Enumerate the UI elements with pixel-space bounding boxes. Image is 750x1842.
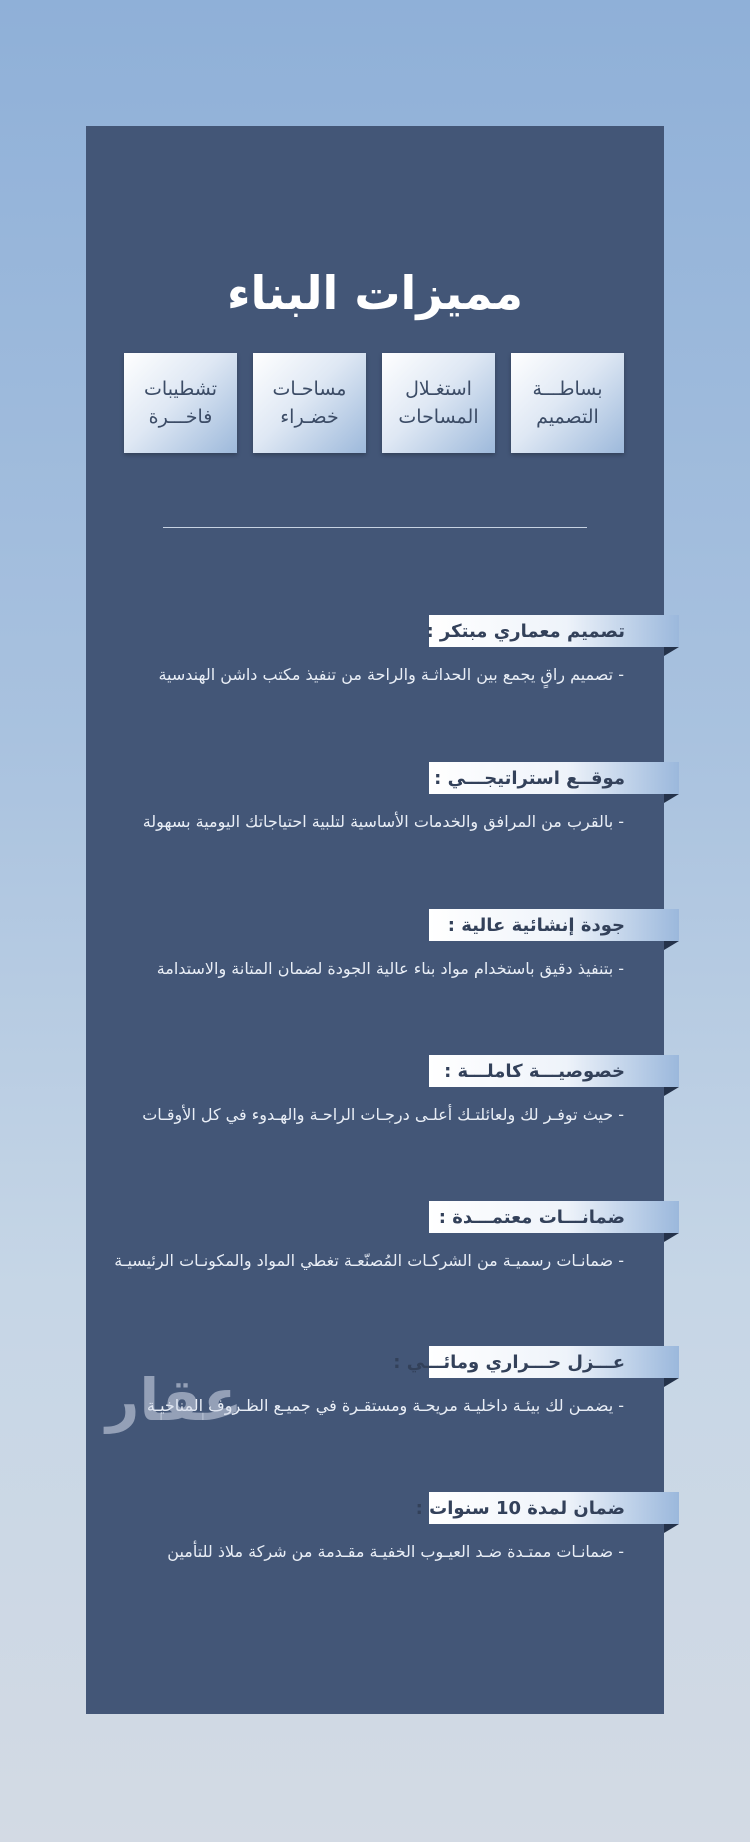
ribbon-fold bbox=[664, 1524, 679, 1533]
feature-ribbon bbox=[426, 615, 679, 647]
feature-heading: جودة إنشائية عالية : bbox=[447, 914, 625, 936]
feature-heading: ضمانـــات معتمـــدة : bbox=[438, 1206, 625, 1228]
feature-description: - يضمـن لك بيئـة داخليـة مريحـة ومستقـرة في جميـع الظـروف المناخيـة bbox=[146, 1396, 624, 1415]
feature-ribbon bbox=[415, 1492, 679, 1524]
feature-heading: عـــزل حـــراري ومائـــي : bbox=[393, 1351, 625, 1373]
tile-space-utilization bbox=[382, 353, 495, 453]
feature-heading: خصوصيـــة كاملـــة : bbox=[444, 1060, 625, 1082]
tile-simple-design bbox=[511, 353, 624, 453]
feature-heading: تصميم معماري مبتكر : bbox=[426, 620, 625, 642]
feature-tiles bbox=[124, 353, 624, 453]
ribbon-fold bbox=[664, 794, 679, 803]
feature-ribbon bbox=[429, 909, 679, 941]
feature-heading: موقــع استراتيجـــي : bbox=[434, 767, 625, 789]
ribbon-fold bbox=[664, 1378, 679, 1387]
feature-ribbon bbox=[429, 762, 679, 794]
feature-description: - بتنفيذ دقيق باستخدام مواد بناء عالية الجودة لضمان المتانة والاستدامة bbox=[156, 959, 624, 978]
page-title: مميزات البناء bbox=[226, 266, 524, 320]
feature-description: - تصميم راقٍ يجمع بين الحداثـة والراحة من تنفيذ مكتب داشن الهندسية bbox=[158, 665, 624, 684]
ribbon-fold bbox=[664, 941, 679, 950]
ribbon-fold bbox=[664, 1087, 679, 1096]
tile-label: استغـلال المساحات bbox=[398, 378, 479, 428]
feature-description: - ضمانـات ممتـدة ضـد العيـوب الخفيـة مقـدمة من شركة ملاذ للتأمين bbox=[167, 1542, 624, 1561]
tile-label: تشطيبات فاخـــرة bbox=[144, 378, 217, 428]
ribbon-fold bbox=[664, 1233, 679, 1242]
tile-luxury-finishes bbox=[124, 353, 237, 453]
aqar-watermark: عقار bbox=[106, 1366, 243, 1434]
feature-description: - بالقرب من المرافق والخدمات الأساسية لتلبية احتياجاتك اليومية بسهولة bbox=[142, 812, 624, 831]
divider-line bbox=[163, 527, 587, 528]
feature-ribbon bbox=[429, 1201, 679, 1233]
feature-description: - ضمانـات رسميـة من الشركـات المُصنّعـة تغطي المواد والمكونـات الرئيسيـة bbox=[114, 1251, 624, 1270]
features-panel bbox=[86, 126, 664, 1714]
feature-ribbon bbox=[429, 1055, 679, 1087]
tile-label: بساطـــة التصميم bbox=[532, 378, 603, 428]
tile-label: مساحـات خضـراء bbox=[272, 378, 347, 428]
feature-description: - حيث توفـر لك ولعائلتـك أعلـى درجـات الراحـة والهـدوء في كل الأوقـات bbox=[142, 1105, 624, 1124]
feature-heading: ضمان لمدة 10 سنوات : bbox=[415, 1497, 625, 1519]
tile-green-spaces bbox=[253, 353, 366, 453]
ribbon-fold bbox=[664, 647, 679, 656]
feature-ribbon bbox=[393, 1346, 679, 1378]
